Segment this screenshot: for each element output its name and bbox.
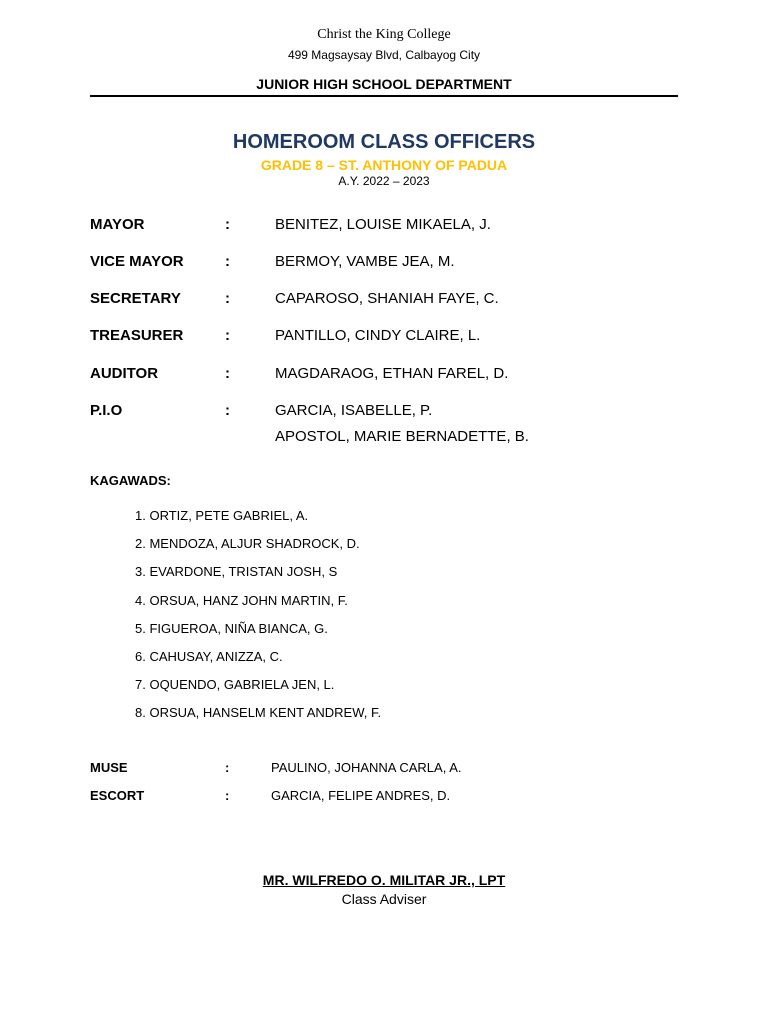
school-address: 499 Magsaysay Blvd, Calbayog City	[287, 48, 481, 62]
kagawad-item: 7. OQUENDO, GABRIELA JEN, L.	[135, 677, 335, 692]
officer-row-vice-mayor	[0, 253, 768, 273]
academic-year: A.Y. 2022 – 2023	[338, 174, 430, 188]
officer-row-treasurer	[0, 327, 768, 347]
officer-name: BENITEZ, LOUISE MIKAELA, J.	[275, 216, 491, 233]
officer-name: APOSTOL, MARIE BERNADETTE, B.	[275, 428, 529, 445]
officer-position: SECRETARY	[90, 290, 181, 307]
school-name: Christ the King College	[317, 27, 451, 42]
class-section-subtitle: GRADE 8 – ST. ANTHONY OF PADUA	[260, 157, 508, 173]
separator: :	[225, 327, 230, 344]
department-heading: JUNIOR HIGH SCHOOL DEPARTMENT	[256, 76, 512, 92]
adviser-title: Class Adviser	[341, 891, 427, 907]
separator: :	[225, 402, 230, 419]
header-divider	[90, 95, 678, 97]
kagawad-item: 8. ORSUA, HANSELM KENT ANDREW, F.	[135, 705, 382, 720]
officer-position: AUDITOR	[90, 365, 159, 382]
officer-row-pio	[0, 402, 768, 422]
officer-name: CAPAROSO, SHANIAH FAYE, C.	[275, 290, 499, 307]
kagawad-item: 5. FIGUEROA, NIÑA BIANCA, G.	[135, 621, 328, 636]
kagawad-item: 4. ORSUA, HANZ JOHN MARTIN, F.	[135, 593, 348, 608]
separator: :	[225, 365, 230, 382]
adviser-name: MR. WILFREDO O. MILITAR JR., LPT	[262, 872, 506, 888]
separator: :	[225, 253, 230, 270]
officer-position: TREASURER	[90, 327, 184, 344]
kagawad-item: 3. EVARDONE, TRISTAN JOSH, S	[135, 564, 338, 579]
separator: :	[225, 760, 230, 775]
officer-position: MAYOR	[90, 216, 145, 233]
officer-position: P.I.O	[90, 402, 123, 419]
officer-row-auditor	[0, 365, 768, 385]
officer-row-secretary	[0, 290, 768, 310]
muse-label: MUSE	[90, 760, 128, 775]
escort-name: GARCIA, FELIPE ANDRES, D.	[271, 788, 451, 803]
document-title: HOMEROOM CLASS OFFICERS	[232, 131, 536, 153]
separator: :	[225, 290, 230, 307]
officer-row-pio-second	[0, 428, 768, 448]
officer-position: VICE MAYOR	[90, 253, 184, 270]
officer-row-mayor	[0, 216, 768, 236]
officer-name: PANTILLO, CINDY CLAIRE, L.	[275, 327, 481, 344]
kagawad-item: 6. CAHUSAY, ANIZZA, C.	[135, 649, 283, 664]
officer-name: BERMOY, VAMBE JEA, M.	[275, 253, 455, 270]
kagawads-label: KAGAWADS:	[90, 473, 171, 488]
officer-name: GARCIA, ISABELLE, P.	[275, 402, 433, 419]
separator: :	[225, 788, 230, 803]
muse-name: PAULINO, JOHANNA CARLA, A.	[271, 760, 462, 775]
escort-label: ESCORT	[90, 788, 145, 803]
officer-name: MAGDARAOG, ETHAN FAREL, D.	[275, 365, 509, 382]
separator: :	[225, 216, 230, 233]
kagawad-item: 1. ORTIZ, PETE GABRIEL, A.	[135, 508, 309, 523]
kagawad-item: 2. MENDOZA, ALJUR SHADROCK, D.	[135, 536, 360, 551]
